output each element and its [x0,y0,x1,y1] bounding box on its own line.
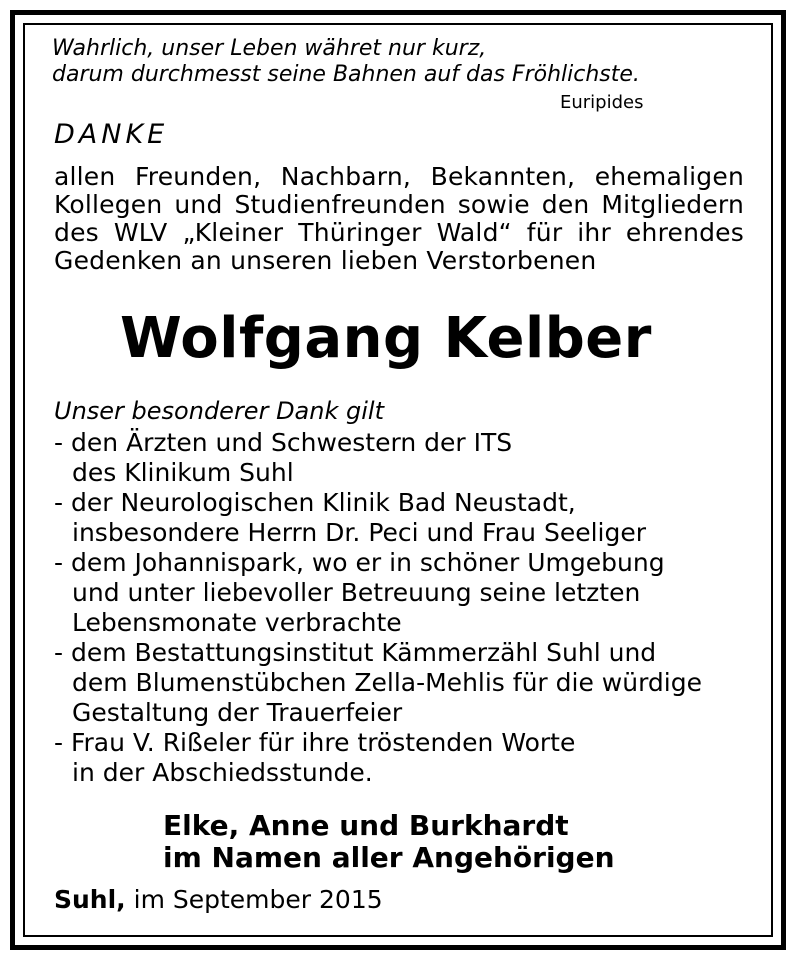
quote-line: Wahrlich, unser Leben währet nur kurz, [52,36,487,61]
list-item-line: dem Blumenstübchen Zella-Mehlis für die würdige [72,668,702,697]
thanks-line: Gedenken an unseren lieben Verstorbenen [54,246,597,275]
place: Suhl, [54,885,126,914]
quote-author: Euripides [560,92,644,113]
quote-line: darum durchmesst seine Bahnen auf das Fröhlichste. [52,62,640,87]
deceased-name: Wolfgang Kelber [120,306,652,371]
heading-danke: DANKE [54,119,169,150]
list-item [54,728,702,788]
list-item-line: insbesondere Herrn Dr. Peci und Frau Seeliger [72,518,647,547]
place-date [54,885,383,914]
list-item [54,428,702,488]
list-item-line: Gestaltung der Trauerfeier [72,698,403,727]
list-item-line: - dem Bestattungsinstitut Kämmerzähl Suhl und [54,638,657,667]
list-item [54,638,702,728]
thanks-line: Kollegen und Studienfreunden sowie den Mitgliedern [54,190,744,219]
list-item-line: in der Abschiedsstunde. [72,758,373,787]
list-item-line: - dem Johannispark, wo er in schöner Umgebung [54,548,665,577]
special-thanks-list [54,428,702,788]
list-item-line: - der Neurologischen Klinik Bad Neustadt, [54,488,576,517]
signature-line: im Namen aller Angehörigen [163,841,615,874]
date: im September 2015 [133,885,383,914]
signature [163,810,615,874]
quote [52,36,640,88]
signature-line: Elke, Anne und Burkhardt [163,809,569,842]
list-item-line: - Frau V. Rißeler für ihre tröstenden Worte [54,728,576,757]
thanks-line: des WLV „Kleiner Thüringer Wald“ für ihr ehrendes [54,218,744,247]
list-item-line: des Klinikum Suhl [72,458,294,487]
special-thanks-intro: Unser besonderer Dank gilt [54,397,384,425]
list-item-line: - den Ärzten und Schwestern der ITS [54,428,513,457]
list-item-line: und unter liebevoller Betreuung seine letzten [72,578,641,607]
list-item-line: Lebensmonate verbrachte [72,608,402,637]
thanks-paragraph [54,163,744,275]
list-item [54,488,702,548]
thanks-line: allen Freunden, Nachbarn, Bekannten, ehemaligen [54,162,744,191]
list-item [54,548,702,638]
